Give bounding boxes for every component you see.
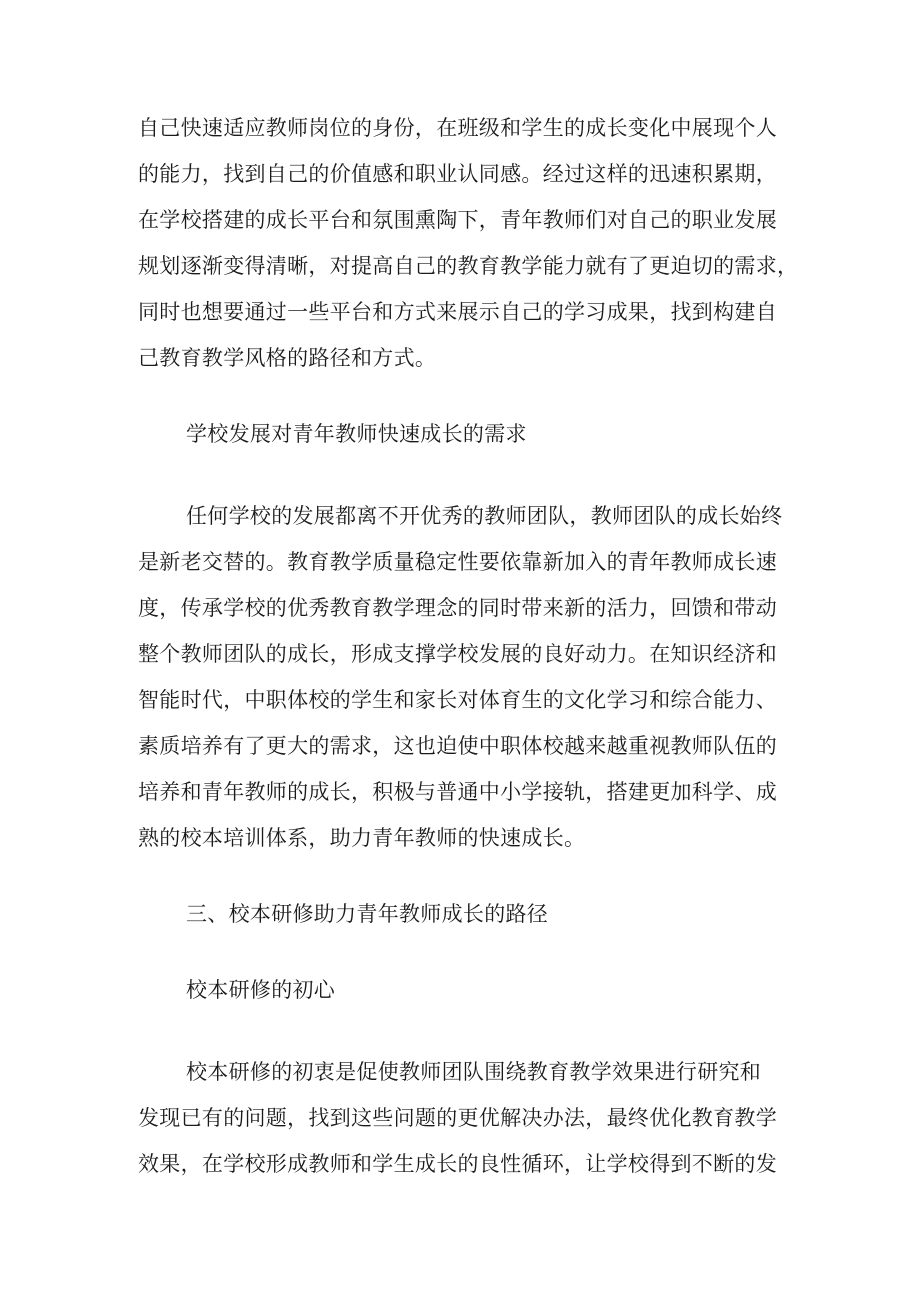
paragraph-1-line-2: 的能力，找到自己的价值感和职业认同感。经过这样的迅速积累期， [138,162,777,186]
paragraph-2-line-7: 培养和青年教师的成长，积极与普通中小学接轨，搭建更加科学、成 [138,780,777,804]
paragraph-3-line-2: 发现已有的问题，找到这些问题的更优解决办法，最终优化教育教学 [138,1106,777,1130]
paragraph-3-line-3: 效果，在学校形成教师和学生成长的良性循环，让学校得到不断的发 [138,1152,777,1176]
paragraph-1-line-4: 规划逐渐变得清晰，对提高自己的教育教学能力就有了更迫切的需求， [138,254,798,278]
paragraph-2-line-8: 熟的校本培训体系，助力青年教师的快速成长。 [138,826,586,850]
section-heading-three: 三、校本研修助力青年教师成长的路径 [186,902,549,926]
paragraph-3-line-1: 校本研修的初衷是促使教师团队围绕教育教学效果进行研究和 [186,1060,762,1084]
paragraph-1-line-3: 在学校搭建的成长平台和氛围熏陶下，青年教师们对自己的职业发展 [138,208,777,232]
paragraph-2-line-3: 度，传承学校的优秀教育教学理念的同时带来新的活力，回馈和带动 [138,596,777,620]
paragraph-2-line-4: 整个教师团队的成长，形成支撑学校发展的良好动力。在知识经济和 [138,642,777,666]
paragraph-2-line-5: 智能时代，中职体校的学生和家长对体育生的文化学习和综合能力、 [138,688,777,712]
paragraph-1-line-6: 己教育教学风格的路径和方式。 [138,346,437,370]
subsection-heading-original-intention: 校本研修的初心 [186,978,336,1002]
paragraph-1-line-5: 同时也想要通过一些平台和方式来展示自己的学习成果，找到构建自 [138,300,777,324]
paragraph-2-line-1: 任何学校的发展都离不开优秀的教师团队，教师团队的成长始终 [186,504,783,528]
paragraph-2-line-6: 素质培养有了更大的需求，这也迫使中职体校越来越重视教师队伍的 [138,734,777,758]
paragraph-1-line-1: 自己快速适应教师岗位的身份，在班级和学生的成长变化中展现个人 [138,116,777,140]
section-heading-school-development: 学校发展对青年教师快速成长的需求 [186,422,527,446]
paragraph-2-line-2: 是新老交替的。教育教学质量稳定性要依靠新加入的青年教师成长速 [138,550,777,574]
